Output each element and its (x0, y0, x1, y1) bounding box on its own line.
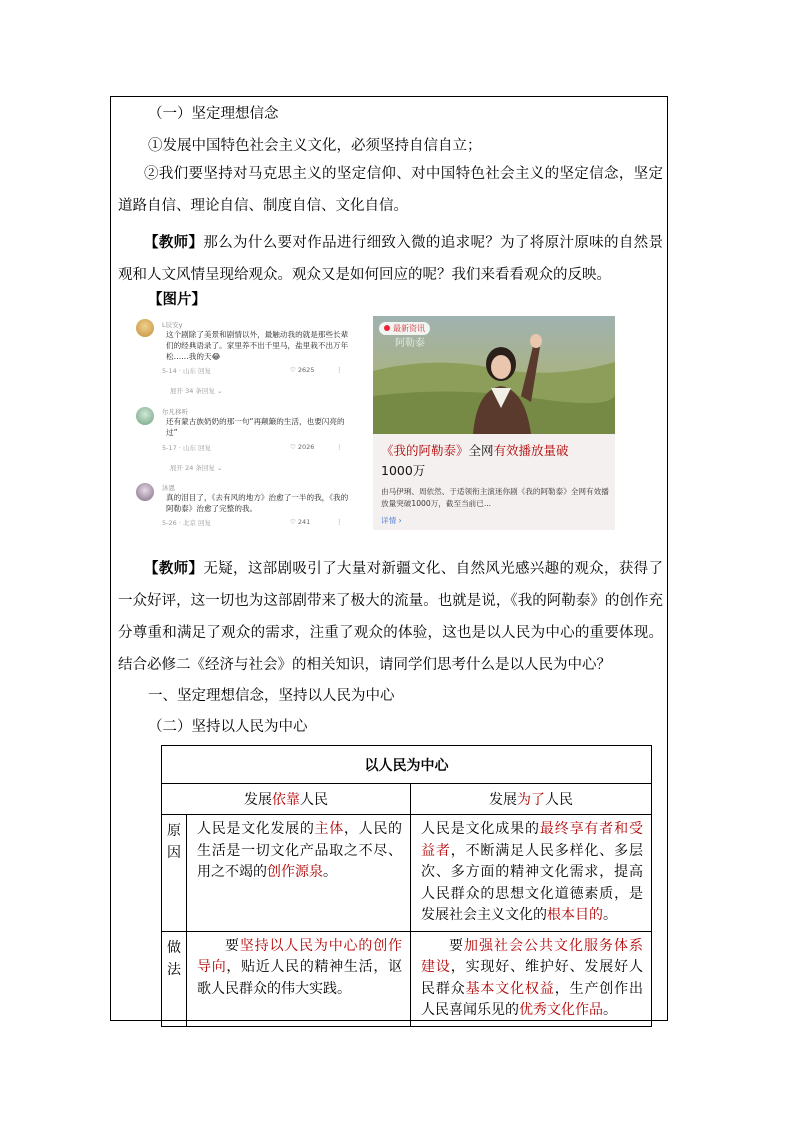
comments-screenshot (130, 315, 350, 527)
cell-highlight: 最终享有者和受益者 (421, 821, 644, 859)
picture-tag: 【图片】 (148, 291, 206, 308)
cell-text: 。 (323, 864, 337, 880)
cell-highlight: 基本文化权益 (465, 980, 555, 997)
point-one: ①发展中国特色社会主义文化，必须坚持自信自立； (148, 138, 482, 154)
cell-text: ，实现好、维护好、发展好人民群众 (421, 959, 644, 997)
method-rely-cell (187, 931, 411, 1026)
headline-title: 《我的阿勒泰》 (381, 443, 469, 458)
comment-meta: 5-14 · 山东 回复 (162, 367, 212, 375)
col-header-rely-on-people (162, 784, 411, 815)
cell-text: 要 (449, 937, 464, 954)
comment-text: 真的泪目了，《去有风的地方》治愈了一半的我，《我的阿勒泰》治愈了完整的我。 (166, 493, 349, 513)
more-icon[interactable]: ⋮ (336, 366, 343, 374)
dog-avatar-icon (136, 319, 154, 337)
more-icon[interactable]: ⋮ (336, 443, 343, 451)
cell-highlight: 创作源泉 (267, 864, 323, 880)
cell-text: 人民是文化成果的 (421, 821, 540, 837)
comment-author: 尔凡移听 (162, 408, 188, 416)
teacher-tag: 【教师】 (144, 234, 204, 251)
cell-highlight: 优秀文化作品 (519, 1002, 603, 1018)
cell-text: ，不断满足人民多样化、多层次、多方面的精神文化需求，提高人民群众的思想文化道德素质，是发展社会主义文化的 (421, 842, 644, 923)
expand-replies[interactable]: 展开 34 条回复 ⌄ (170, 387, 223, 395)
comment-likes[interactable]: ♡ 2026 (290, 443, 315, 451)
comment-author: 沐恩 (162, 484, 175, 492)
expand-replies[interactable]: 展开 24 条回复 ⌄ (170, 464, 223, 472)
cell-text: 要 (225, 937, 240, 954)
cell-text: ，人民的生活是一切文化产品取之不尽、用之不竭的 (197, 821, 403, 880)
teacher-text: 无疑，这部剧吸引了大量对新疆文化、自然风光感兴趣的观众，获得了一众好评，这一切也为这部剧带来了极大的流量。也就是说，《我的阿勒泰》的创作充分尊重和满足了观众的需求，注重了观众的体验，这也是以人民为中心的重要体现。结合必修二《经济与社会》的相关知识，请同学们思考什么是以人民为中心？ (118, 561, 664, 673)
row-label-method: 做法 (162, 931, 187, 1026)
teacher-text: 那么为什么要对作品进行细致入微的追求呢？为了将原汁原味的自然景观和人文风情呈现给观众。观众又是如何回应的呢？我们来看看观众的反映。 (118, 235, 664, 283)
section-heading-people-centered: 一、坚定理想信念，坚持以人民为中心 (148, 688, 395, 704)
comment-text: 还有蒙古族奶奶的那一句“再颠簸的生活，也要闪亮的过” (166, 417, 345, 437)
headline-mid: 全网 (468, 443, 494, 458)
col-header-highlight: 依靠 (272, 792, 300, 808)
reason-for-cell (411, 815, 652, 932)
col-header-text: 发展 (244, 792, 272, 808)
news-headline[interactable] (381, 441, 611, 481)
teacher-tag: 【教师】 (144, 560, 204, 577)
col-header-text: 发展 (489, 792, 517, 808)
headline-number: 1000万 (381, 463, 426, 478)
teacher-paragraph-2 (118, 553, 663, 681)
comment-likes[interactable]: ♡ 2625 (290, 366, 315, 374)
cell-highlight: 坚持以人民为中心的创作导向 (197, 937, 403, 975)
table-title: 以人民为中心 (162, 746, 652, 784)
col-header-highlight: 为了 (517, 792, 545, 808)
photo-watermark: 阿勒泰 (395, 338, 425, 349)
row-label-reason: 原因 (162, 815, 187, 932)
news-summary: 由马伊琍、周依然、于适领衔主演迷你剧《我的阿勒泰》全网有效播放量突破1000万，截至当前已... (381, 487, 609, 508)
comment-meta: 5-17 · 山东 回复 (162, 444, 212, 452)
point-two: ②我们要坚持对马克思主义的坚定信仰、对中国特色社会主义的坚定信念，坚定道路自信、理论自信、制度自信、文化自信。 (118, 166, 663, 214)
cell-highlight: 主体 (314, 821, 344, 837)
reason-rely-cell (187, 815, 411, 932)
news-card (373, 316, 615, 530)
method-for-cell (411, 931, 652, 1026)
news-badge-label: 最新资讯 (393, 324, 425, 333)
comment-likes[interactable]: ♡ 241 (290, 518, 311, 526)
live-dot-icon (384, 325, 390, 331)
section-heading-firm-ideals: （一）坚定理想信念 (148, 106, 279, 122)
cell-text: ，生产创作出人民喜闻乐见的 (421, 980, 644, 1018)
comment-text: 这个剧除了美景和剧情以外，最触动我的就是那些长辈们的经典语录了。家里养不出千里马，盐里栽不出万年松……我的天😂 (166, 330, 349, 361)
col-header-for-people (411, 784, 652, 815)
col-header-text: 人民 (300, 792, 328, 808)
news-detail-link[interactable]: 详情 › (381, 516, 402, 525)
more-icon[interactable]: ⋮ (336, 518, 343, 526)
user-avatar-icon (136, 407, 154, 425)
comment-author: L辰安y (162, 321, 183, 329)
comment-meta: 5-26 · 北京 回复 (162, 519, 212, 527)
cell-highlight: 加强社会公共文化服务体系建设 (421, 937, 643, 975)
cell-text: 。 (603, 1002, 617, 1018)
cell-text: ，贴近人民的精神生活，讴歌人民群众的伟大实践。 (197, 959, 403, 997)
teacher-paragraph-1 (118, 227, 663, 291)
headline-highlight: 有效播放量破 (493, 443, 569, 458)
cell-highlight: 根本目的 (547, 907, 603, 923)
col-header-text: 人民 (545, 792, 573, 808)
cell-text: 。 (603, 907, 617, 923)
people-centered-table (161, 745, 652, 1027)
user-avatar-icon (136, 483, 154, 501)
subsection-heading: （二）坚持以人民为中心 (148, 719, 308, 735)
cell-text: 人民是文化发展的 (197, 821, 315, 837)
